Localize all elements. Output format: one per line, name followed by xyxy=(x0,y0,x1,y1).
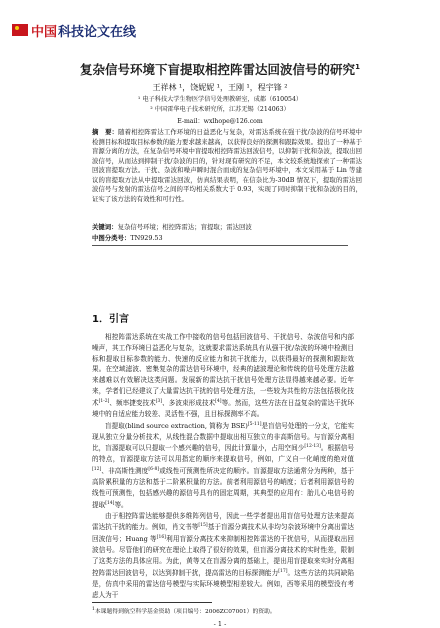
logo-red-text: 中国 xyxy=(31,24,58,40)
clc-value: TN929.53 xyxy=(130,234,163,242)
page-number: - 1 - xyxy=(213,620,227,628)
abstract-label: 摘 要： xyxy=(92,128,119,136)
site-header xyxy=(0,0,440,40)
keywords xyxy=(92,222,362,231)
abstract xyxy=(92,128,362,204)
footnote-rule xyxy=(92,602,212,603)
footnote-mark: 1 xyxy=(92,607,95,613)
clc-label: 中图分类号： xyxy=(92,234,131,242)
author-list: 王祥林 ¹，饶妮妮 ¹，王刚 ¹，程宇锋 ² xyxy=(152,83,288,92)
paragraph-2: 盲提取(blind source extraction, 简称为 BSE)[5-11]是盲信号处理的一分支，它能实现从独立分量分析技术，从线性混合数据中提取出相互独立的非高斯信号。与盲源分离相比，盲源提取可以只提取一个感兴趣的信号，因此计算量小，占用空间少[12-13]。根据信号的特点，盲源提取方法可以用指定的顺序来提取信号，例如，广义自一化峭度的绝对值[12]、非高斯性测度[6-8]或线性可预测性所决定的顺序。盲源提取方法通常分为两种，基于高阶累积量的方法和基于二阶累积量的方法。前者利用源信号的峭度；后者利用源信号的线性可预测性，包括感兴趣的源信号具有的固定周期，其典型的应用有：胎儿心电信号的提取[14]等。 xyxy=(92,421,355,509)
affiliation-2: ² 中国雷华电子技术研究所，江苏无锡（214063） xyxy=(150,106,290,113)
paragraph-3: 由于相控阵雷达能够提供多维阵列信号，因此一些学者提出用盲信号处理方法来提高雷达抗干扰的能力。例如，肖文书等[15]基于盲源分离技术从非均匀杂波环境中分离出雷达回波信号；Huang 等[16]利用盲源分离技术来抑制相控阵雷达的干扰信号，从而提取出回波信号。尽管他们的研究在理论上取得了很好的效果，但盲源分离技术的实时性差，限制了这类方法的具体应用。为此，黄等又在盲源分离的基础上，提出用盲提取来实时分离相控阵雷达回波信号，以达到抑制干扰，提高雷达的目标探测能力[17]。这些方法的共同缺陷是，仿真中采用的雷达信号模型与实际环境模型相差较大。例如，西等采用的模型没有考虑人为干 xyxy=(92,511,355,599)
affiliation-1: ¹ 电子科技大学生物医学信号处理教研室，成都（610054） xyxy=(137,96,303,103)
section-heading: 1．引言 xyxy=(92,314,129,325)
abstract-divider xyxy=(92,245,348,246)
keywords-label: 关键词： xyxy=(92,223,118,231)
footnote-text: 本课题得到航空科学基金资助（项目编号：2006ZC07001）的资助。 xyxy=(94,609,276,615)
paper-title xyxy=(20,60,420,78)
logo-blue-text: 科技论文在线 xyxy=(58,24,137,40)
footnote xyxy=(92,606,354,615)
keywords-text: 复杂信号环境；相控阵雷达；盲提取；雷达回波 xyxy=(117,223,252,231)
flag-icon xyxy=(12,24,28,36)
contact-email: E-mail：wxlhope@126.com xyxy=(177,118,263,125)
site-logo[interactable] xyxy=(12,22,136,38)
paper-title-text: 复杂信号环境下盲提取相控阵雷达回波信号的研究 xyxy=(80,62,356,77)
paragraph-1: 相控阵雷达系统在实战工作中接收的信号包括回波信号、干扰信号、杂波信号和内部噪声，其工作环境日益恶化与复杂，这就要求雷达系统具有从强干扰/杂波的环境中检测目标和提取目标参数的能力、快速的反应能力和抗干扰能力，以获得最好的探测和跟踪效果。在空域滤波、密集复杂的雷达信号环境中，经典的滤波理论和传统的信号处理方法越来越难以有效解决这类问题。发展新的雷达抗干扰信号处理方法显得越来越必要。近年来，学者们已经建议了大量雷达抗干扰的信号处理方法，一些较为共性的方法包括极化技术[1-2]、频率捷变技术[3]、多波束形成技术[4]等。然而，这些方法在日益复杂的雷达干扰环境中的自适应能力较差、灵活性不强，且目标探测率不高。 xyxy=(92,333,355,418)
paper-page xyxy=(0,40,440,628)
body-text xyxy=(92,332,354,601)
title-footnote-mark: 1 xyxy=(355,62,360,71)
classification-number xyxy=(92,233,362,242)
abstract-text: 随着相控阵雷达工作环境的日益恶化与复杂，对雷达系统在强干扰/杂波的信号环境中检测目标和提取目标参数的能力要求越来越高，以获得良好的探测和跟踪效果。提出了一种基于盲源分离的方法，在复杂信号环境中盲提取相控阵雷达回波信号，以抑制干扰和杂波，提取出回波信号，从而达到抑制干扰/杂波的目的，针对现有研究的不足，本文较系统地探索了一种雷达回波盲提取方法。干扰、杂波和噪声瞬时混合而成的复杂信号环境中，本文采用基于 Lin 等建议的盲提取方法从中提取雷达回波，仿真结果表明，在信杂比为-30dB 情况下，提取的雷达回波信号与发射的雷达信号之间的平均相关系数大于 0.93，实现了同时抑制干扰和杂波的目的，证实了该方法的有效性和可行性。 xyxy=(92,128,363,203)
